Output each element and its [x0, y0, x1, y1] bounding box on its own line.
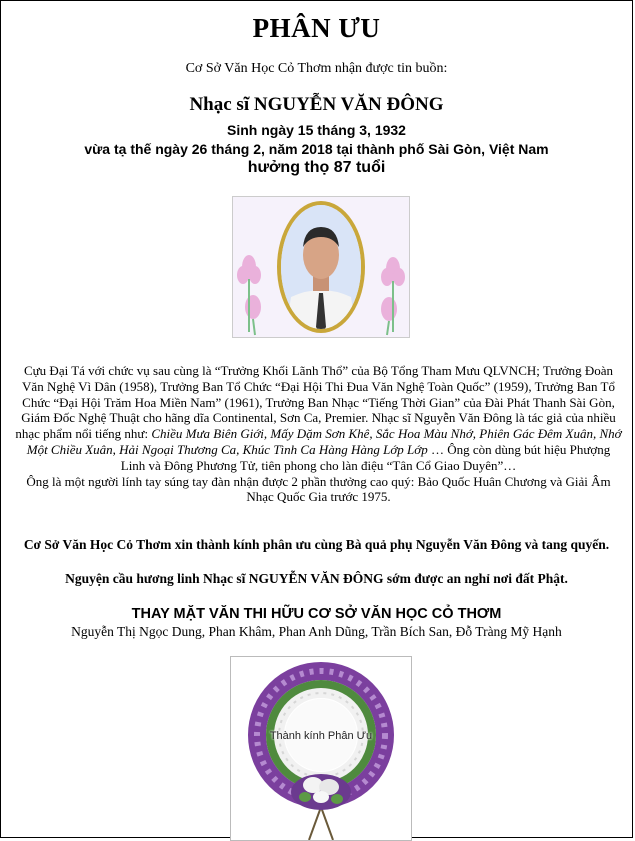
- portrait-photo: [232, 196, 410, 338]
- deceased-name-line: [1, 94, 632, 116]
- bio-awards: Ông là một người lính tay súng tay đàn nhận được 2 phần thưởng cao quý: Bảo Quốc Huân Chương và Giải Âm Nhạc Quốc Gia trước 1975.: [26, 473, 611, 505]
- age-line: hưởng thọ 87 tuổi: [247, 159, 386, 176]
- wreath-label: Thành kính Phân Ưu: [269, 730, 373, 742]
- representatives-names: Nguyễn Thị Ngọc Dung, Phan Khâm, Phan Anh Dũng, Trần Bích San, Đỗ Tràng Mỹ Hạnh: [71, 624, 562, 639]
- bio-songs: Chiều Mưa Biên Giới, Mấy Dặm Sơn Khê, Sắc Hoa Màu Nhớ, Phiên Gác Đêm Xuân, Nhớ Một Chiều Xuân, Hải Ngoại Thương Ca, Khúc Tình Ca Hàng Hàng Lớp Lớp: [26, 426, 622, 457]
- wreath-illustration: [231, 657, 411, 840]
- deceased-prefix: Nhạc sĩ: [189, 94, 250, 115]
- death-line: vừa tạ thế ngày 26 tháng 2, năm 2018 tại thành phố Sài Gòn, Việt Nam: [84, 141, 549, 157]
- bio-text-a: Cựu Đại Tá với chức vụ sau cùng là “Trưởng Khối Lãnh Thổ” của Bộ Tổng Tham Mưu QLVNCH; Trưởng Đoàn Văn Nghệ Vì Dân (1958), Trưởng Ban Tổ Chức “Đại Hội Thi Đua Văn Nghệ Toàn Quốc” (1959), Trưởng Ban Tổ Chức “Đại Hội Trăm Hoa Miền Nam” (1961), Trưởng Ban Nhạc “Tiếng Thời Gian” của Đài Phát Thanh Sài Gòn, Giám Đốc Nghệ Thuật cho hãng dĩa Continental, Sơn Ca, Premier. Nhạc sĩ Nguyễn Văn Đông là tác giả của nhiều nhạc phẩm nổi tiếng như:: [15, 363, 616, 442]
- deceased-name: NGUYỄN VĂN ĐÔNG: [253, 94, 444, 115]
- representatives-title: THAY MẶT VĂN THI HỮU CƠ SỞ VĂN HỌC CỎ THƠM: [131, 606, 502, 622]
- funeral-wreath-image: [230, 656, 412, 841]
- prayer-line: Nguyện cầu hương linh Nhạc sĩ NGUYỄN VĂN ĐÔNG sớm được an nghỉ nơi đất Phật.: [65, 571, 568, 586]
- intro-line: Cơ Sở Văn Học Cỏ Thơm nhận được tin buồn:: [185, 61, 448, 76]
- portrait-image: [233, 197, 409, 337]
- biography: [13, 363, 624, 505]
- bio-text-b: … Ông còn dùng bút hiệu Phượng Linh và Đông Phương Tử, tiên phong cho làn điệu “Tân Cổ Giao Duyên”…: [120, 441, 611, 473]
- page-title: PHÂN ƯU: [252, 13, 381, 43]
- condolence-line: Cơ Sở Văn Học Cỏ Thơm xin thành kính phân ưu cùng Bà quả phụ Nguyễn Văn Đông và tang quyến.: [23, 537, 610, 552]
- birth-line: Sinh ngày 15 tháng 3, 1932: [227, 122, 406, 138]
